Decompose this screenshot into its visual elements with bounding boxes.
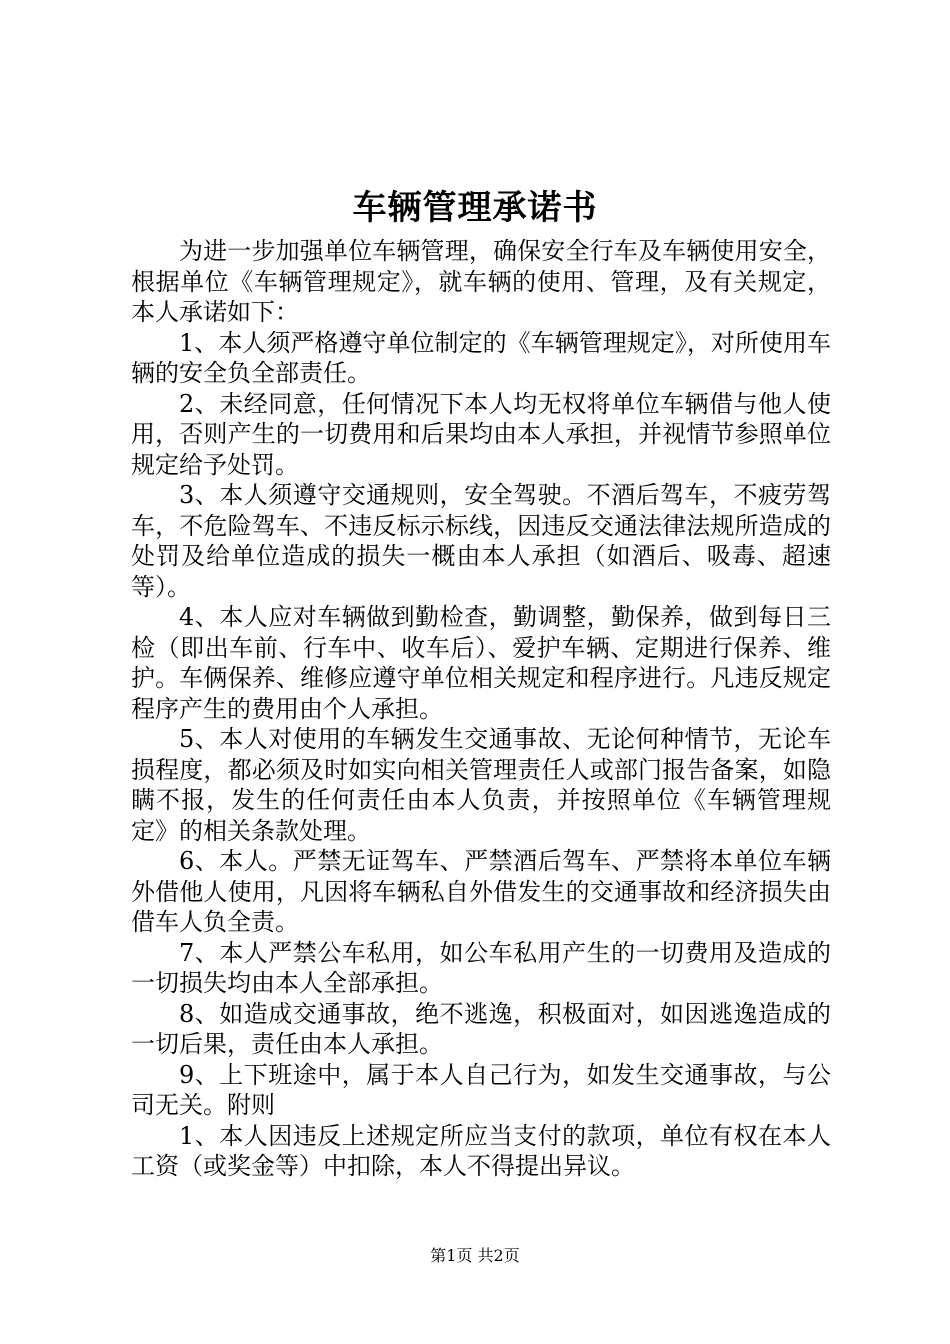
paragraph-item-6: 6、本人。严禁无证驾车、严禁酒后驾车、严禁将本单位车辆外借他人使用，凡因将车辆私自外借发生的交通事故和经济损失由借车人负全责。	[131, 847, 831, 936]
page-title: 车辆管理承诺书	[352, 188, 598, 228]
paragraph-intro: 为进一步加强单位车辆管理，确保安全行车及车辆使用安全，根据单位《车辆管理规定》，就车辆的使用、管理，及有关规定，本人承诺如下：	[131, 237, 831, 326]
page-footer: 第1页 共2页	[430, 1246, 520, 1265]
paragraph-item-1: 1、本人须严格遵守单位制定的《车辆管理规定》，对所使用车辆的安全负全部责任。	[131, 328, 831, 387]
paragraph-item-8: 8、如造成交通事故，绝不逃逸，积极面对，如因逃逸造成的一切后果，责任由本人承担。	[131, 999, 831, 1058]
paragraph-item-2: 2、未经同意，任何情况下本人均无权将单位车辆借与他人使用，否则产生的一切费用和后果均由本人承担，并视情节参照单位规定给予处罚。	[131, 389, 831, 479]
paragraph-item-9: 9、上下班途中，属于本人自己行为，如发生交通事故，与公司无关。附则	[131, 1060, 831, 1119]
paragraph-item-7: 7、本人严禁公车私用，如公车私用产生的一切费用及造成的一切损失均由本人全部承担。	[131, 938, 831, 997]
paragraph-item-4: 4、本人应对车辆做到勤检查，勤调整，勤保养，做到每日三检（即出车前、行车中、收车后）、爱护车辆、定期进行保养、维护。车俩保养、维修应遵守单位相关规定和程序进行。凡违反规定程序产生的费用由个人承担。	[131, 603, 831, 723]
paragraph-appendix-1: 1、本人因违反上述规定所应当支付的款项，单位有权在本人工资（或奖金等）中扣除，本人不得提出异议。	[131, 1121, 831, 1180]
document-body	[131, 236, 831, 1182]
paragraph-item-5: 5、本人对使用的车辆发生交通事故、无论何种情节，无论车损程度，都必须及时如实向相关管理责任人或部门报告备案，如隐瞒不报，发生的任何责任由本人负责，并按照单位《车辆管理规定》的相关条款处理。	[131, 725, 831, 845]
paragraph-item-3: 3、本人须遵守交通规则，安全驾驶。不酒后驾车，不疲劳驾车，不危险驾车、不违反标示标线，因违反交通法律法规所造成的处罚及给单位造成的损失一概由本人承担（如酒后、吸毒、超速等）。	[131, 481, 831, 601]
